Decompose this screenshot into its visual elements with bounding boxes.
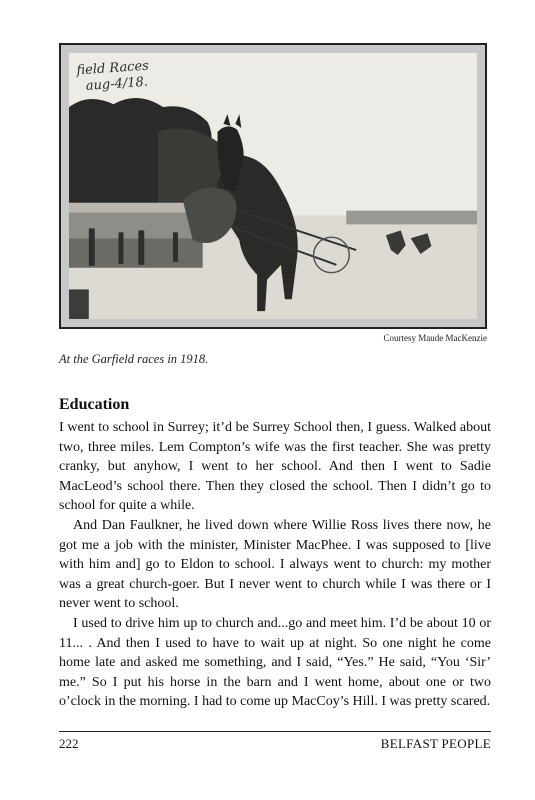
race-photo — [69, 53, 477, 319]
running-head: BELFAST PEOPLE — [380, 736, 491, 751]
photo-frame — [59, 43, 487, 329]
photo-credit: Courtesy Maude MacKenzie — [383, 333, 487, 343]
body-text — [59, 418, 491, 712]
section-heading: Education — [59, 396, 130, 413]
handwriting-line-2: aug-4/18. — [85, 74, 149, 94]
footer-rule — [59, 731, 491, 732]
paragraph: I went to school in Surrey; it’d be Surrey School then, I guess. Walked about two, three miles. Lem Compton’s wife was the first teacher. She was pretty cranky, but anyhow, I went to her school. And then I went to Sadie MacLeod’s school there. Then they closed the school. Then I didn’t go to school for quite a while. — [59, 420, 491, 514]
race-photo-image — [69, 53, 477, 319]
page-number: 222 — [59, 736, 79, 751]
paragraph: And Dan Faulkner, he lived down where Willie Ross lives there now, he got me a job with the minister, Minister MacPhee. I was supposed to [live with him and] go to Eldon to school. I always went to church: my mother was a great church-goer. But I never went to church while I was there or I never went to school. — [59, 517, 491, 612]
paragraph: I used to drive him up to church and...go and meet him. I’d be about 10 or 11... . And then I used to have to wait up at night. So one night he come home late and asked me something, and I said, “Yes.” He said, “You ‘Sir’ me.” So I put his horse in the barn and I went home, about one or two o’clock in the morning. I had to come up MacCoy’s Hill. I was pretty scared. — [59, 615, 491, 710]
handwriting-line-1: field Races — [75, 58, 150, 79]
handwritten-inscription — [76, 59, 151, 96]
photo-caption: At the Garfield races in 1918. — [59, 352, 209, 366]
